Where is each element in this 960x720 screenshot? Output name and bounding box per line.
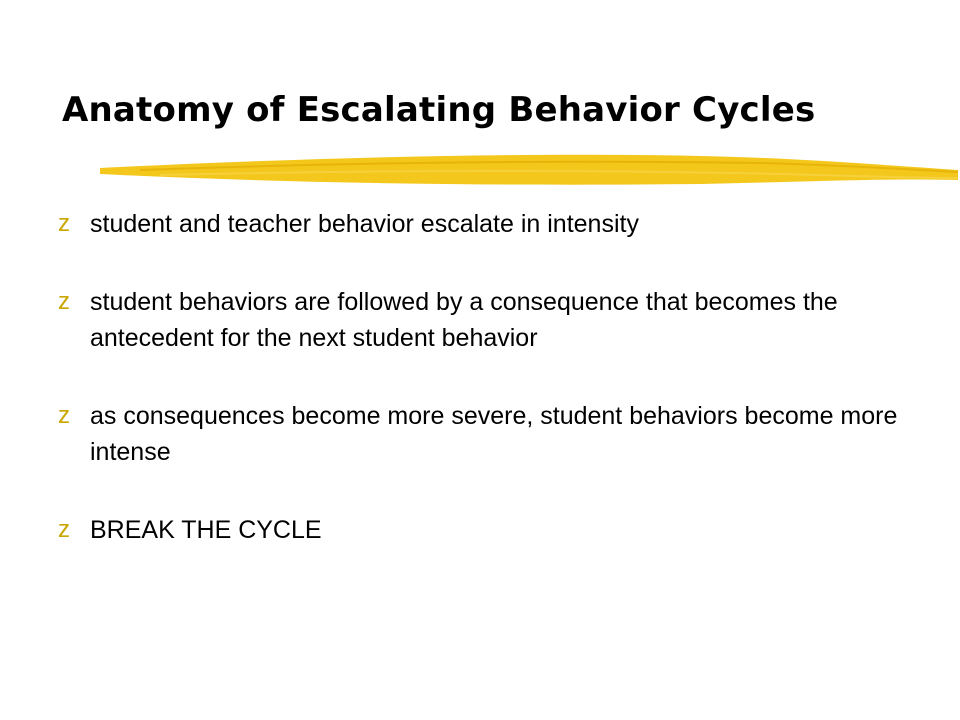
bullet-text: as consequences become more severe, student behaviors become more intense [90,402,898,466]
bullet-item [58,206,918,242]
bullet-item [58,284,918,356]
bullet-text: student behaviors are followed by a consequence that becomes the antecedent for the next student behavior [90,288,838,352]
bullet-item [58,398,918,470]
slide-title: Anatomy of Escalating Behavior Cycles [62,90,816,130]
bullet-text: student and teacher behavior escalate in intensity [90,210,639,238]
bullet-list [58,206,918,590]
z-bullet-icon: z [58,288,70,315]
z-bullet-icon: z [58,210,70,237]
bullet-text: BREAK THE CYCLE [90,516,322,544]
z-bullet-icon: z [58,402,70,429]
z-bullet-icon: z [58,516,70,543]
bullet-item [58,512,918,548]
